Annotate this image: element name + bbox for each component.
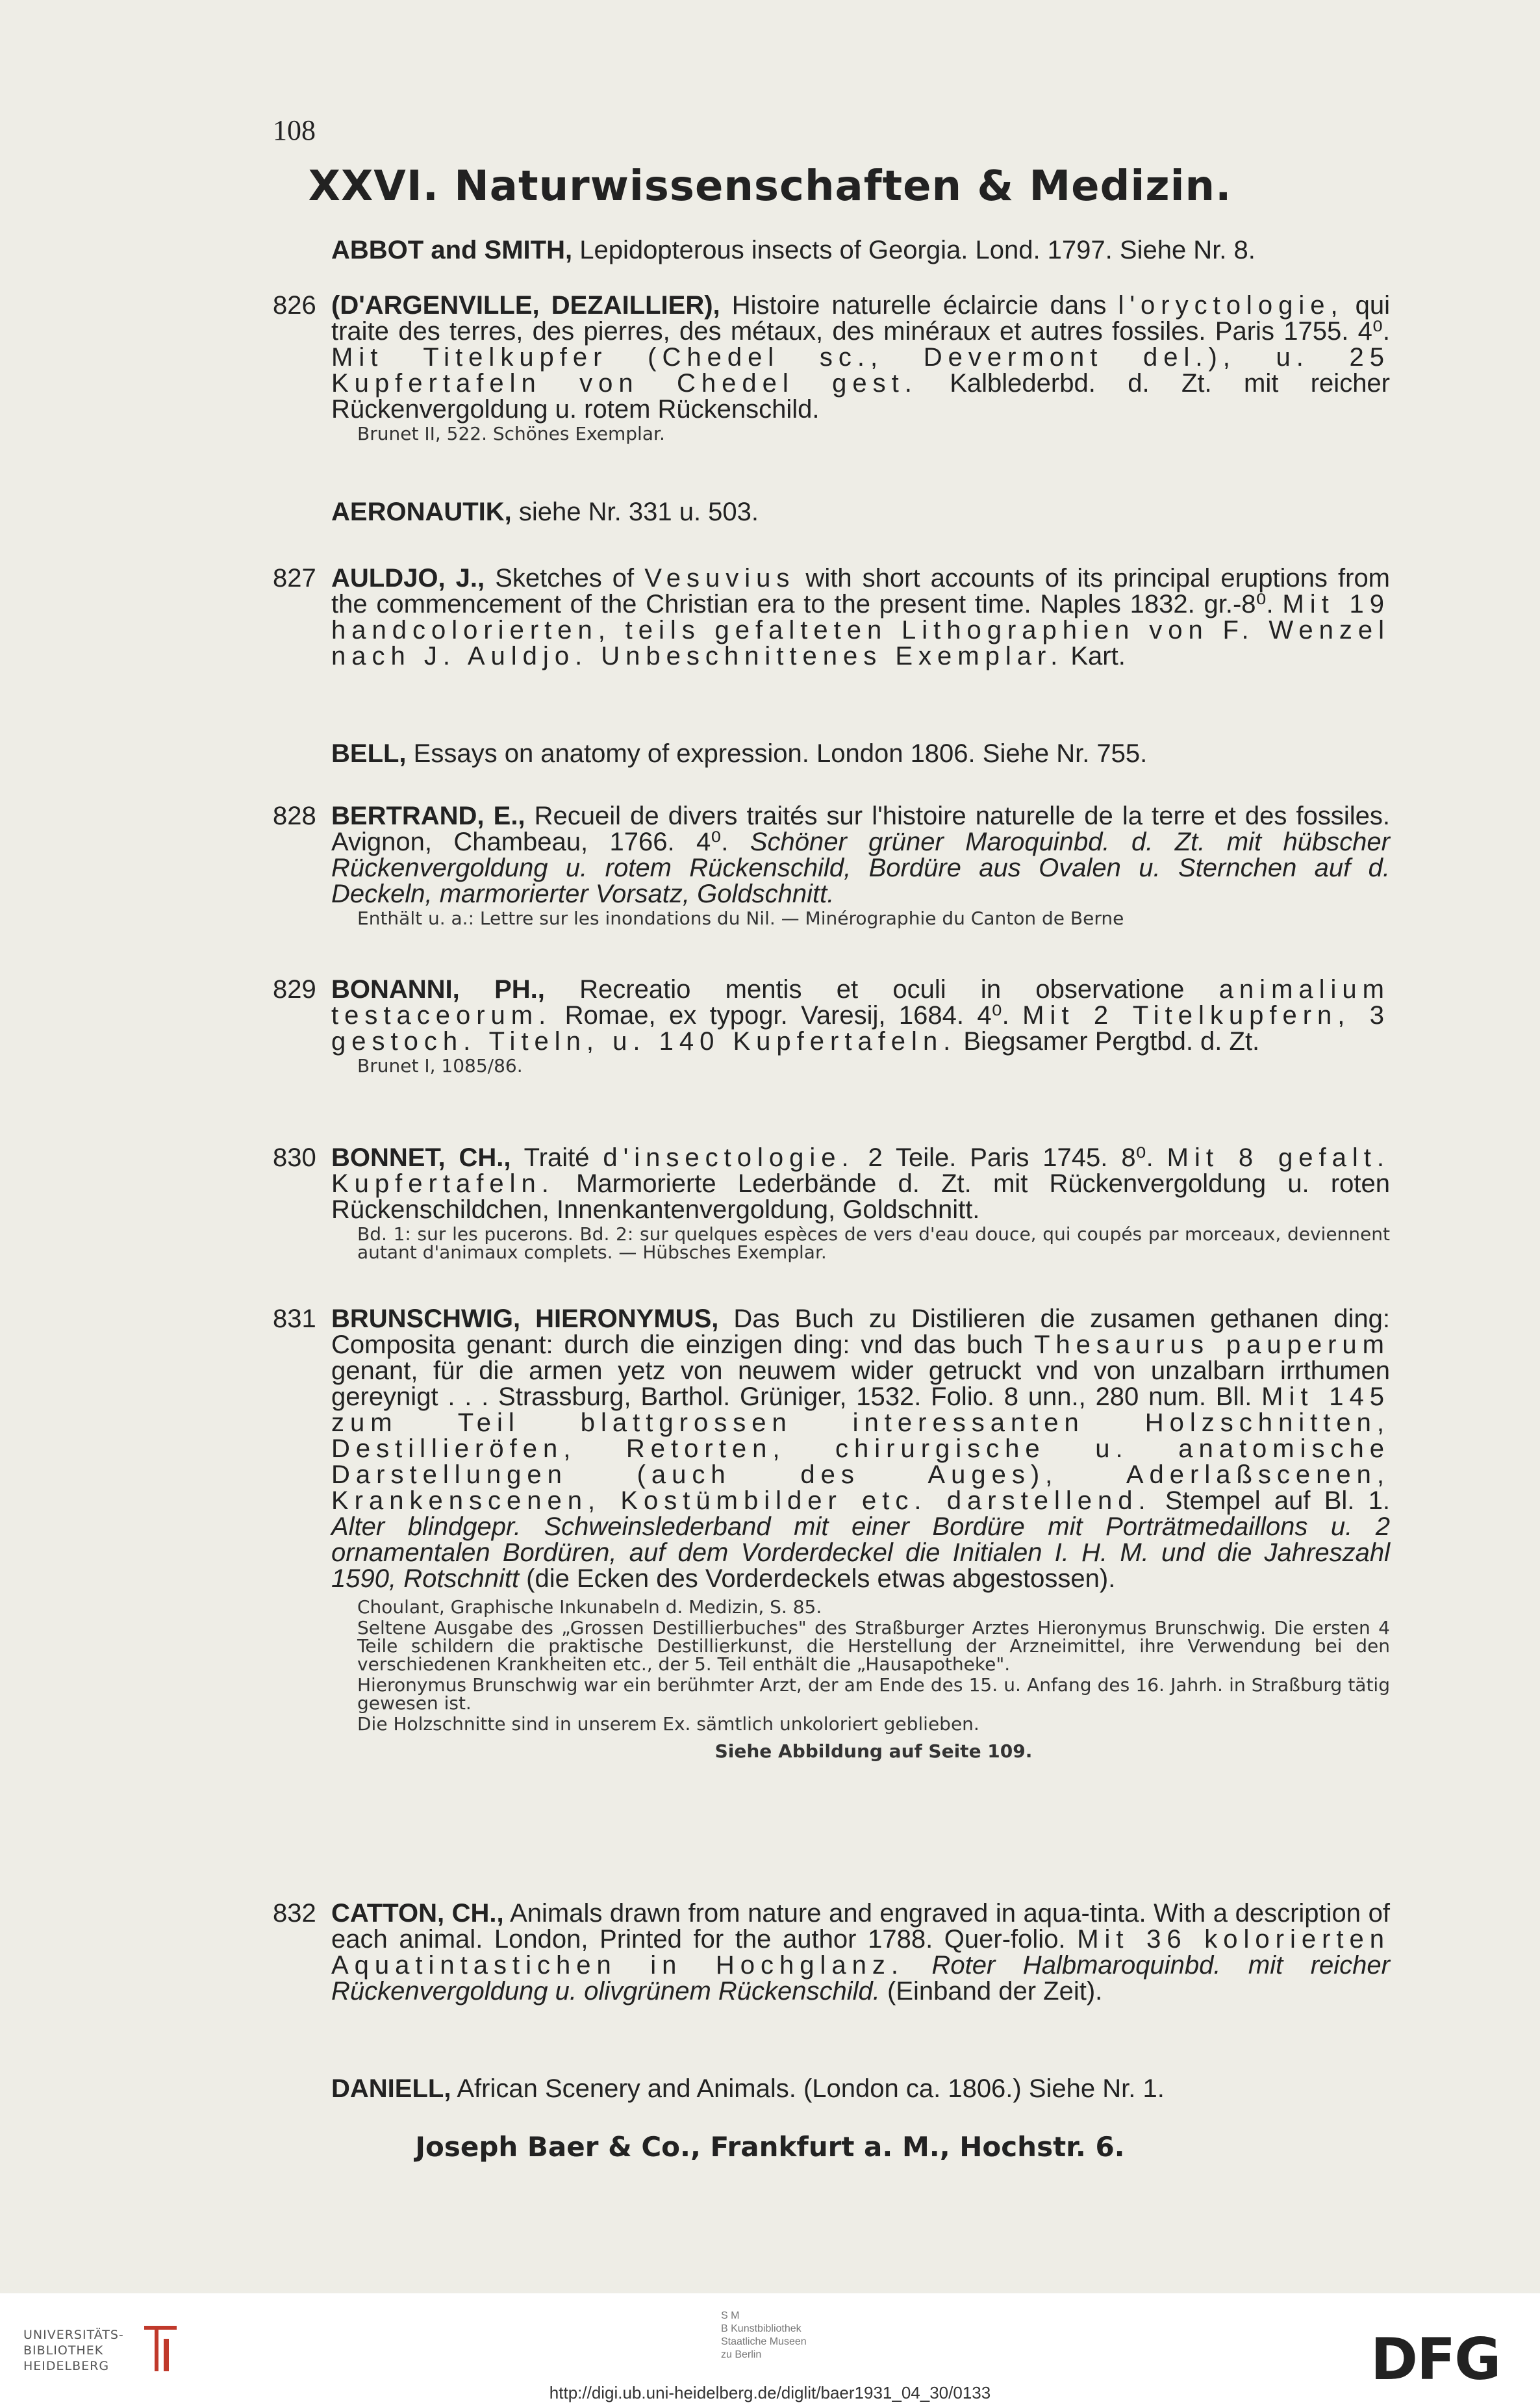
entry-text: genant, für die armen yetz von neuwem wider getruckt vnd von unzalbarn irrthumen gereynigt . . . Strassburg, Barthol. Grüniger, 1532. Folio. 8 unn., 280 num. Bll. xyxy=(331,1356,1390,1411)
entry-number: 827 xyxy=(273,564,316,592)
ref-aeronautik-name: AERONAUTIK, xyxy=(331,498,512,526)
ub-line: HEIDELBERG xyxy=(23,2359,110,2373)
entry-text: Das Buch zu Distilieren die zusamen gethanen ding: Composita genant: durch die einzigen ding: vnd das buch xyxy=(331,1305,1391,1359)
entry-author: AULDJO, J., xyxy=(331,564,485,592)
dfg-logo: DFG xyxy=(1370,2326,1500,2393)
entry-body xyxy=(331,1900,1390,2004)
entry-830 xyxy=(273,1145,1390,1262)
entry-text: Romae, ex typogr. Varesij, 1684. 4⁰. xyxy=(551,1001,1023,1030)
entry-spaced: Vesuvius xyxy=(644,564,796,592)
entry-author: BONANNI, PH., xyxy=(331,975,545,1004)
entry-spaced: l'oryctologie, xyxy=(1118,291,1344,320)
ref-aeronautik xyxy=(331,499,759,525)
entry-note: Die Holzschnitte sind in unserem Ex. sämtlich unkoloriert geblieben. xyxy=(357,1713,979,1735)
entry-italic: Roter Halbmaroquinbd. mit reicher Rückenvergoldung u. olivgrünem Rückenschild. xyxy=(331,1951,1390,2006)
entry-note: Bd. 1: sur les pucerons. Bd. 2: sur quelques espèces de vers d'eau douce, qui coupés par morceaux, deviennent autant d'animaux complets. — Hübsches Exemplar. xyxy=(357,1223,1390,1263)
smb-line: S M xyxy=(721,2310,740,2321)
ub-heidelberg-logo-text xyxy=(23,2327,124,2374)
entry-spaced: Mit 19 handcolorierten, teils gefalteten Lithographien von F. Wenzel nach J. Auldjo. Unbeschnittenes Exemplar. xyxy=(331,590,1390,670)
entry-note: Choulant, Graphische Inkunabeln d. Medizin, S. 85. xyxy=(357,1596,822,1618)
entry-spaced: Mit Titelkupfer (Chedel sc., Devermont del.), u. 25 Kupfertafeln von Chedel gest. xyxy=(331,343,1390,398)
entry-body xyxy=(331,292,1390,422)
section-heading: XXVI. Naturwissenschaften & Medizin. xyxy=(308,162,1232,210)
entry-text: Marmorierte Lederbände d. Zt. mit Rückenvergoldung u. roten Rückenschildchen, Innenkantenvergoldung, Goldschnitt. xyxy=(331,1169,1390,1224)
entry-text: Sketches of xyxy=(485,564,645,592)
ref-bell-text: Essays on anatomy of expression. London 1806. Siehe Nr. 755. xyxy=(406,739,1148,768)
entry-829 xyxy=(273,976,1390,1075)
entry-826 xyxy=(273,292,1390,443)
entry-note: Hieronymus Brunschwig war ein berühmter Arzt, der am Ende des 15. u. Anfang des 16. Jahrh. in Straßburg tätig gewesen ist. xyxy=(357,1674,1390,1714)
entry-number: 829 xyxy=(273,975,316,1004)
permalink-url[interactable]: http://digi.ub.uni-heidelberg.de/diglit/baer1931_04_30/0133 xyxy=(549,2383,991,2402)
smb-line: zu Berlin xyxy=(721,2349,762,2360)
entry-note: Seltene Ausgabe des „Grossen Destillierbuches" des Straßburger Arztes Hieronymus Brunschwig. Die ersten 4 Teile schildern die praktische Destillierkunst, die Herstellung der Arzneimittel, ihre Verwendung bei den verschiedenen Krankheiten etc., der 5. Teil enthält die „Hausapotheke". xyxy=(357,1617,1390,1675)
entry-text: Biegsamer Pergtbd. d. Zt. xyxy=(956,1027,1260,1056)
entry-note: Enthält u. a.: Lettre sur les inondations du Nil. — Minérographie du Canton de Berne xyxy=(357,908,1124,929)
entry-text xyxy=(904,1951,932,1980)
entry-number: 828 xyxy=(273,802,316,830)
page-number: 108 xyxy=(273,114,316,146)
figure-reference: Siehe Abbildung auf Seite 109. xyxy=(714,1740,1033,1762)
entry-body xyxy=(331,803,1390,907)
entry-spaced: d'insectologie. xyxy=(603,1143,855,1172)
ref-abbot-name: ABBOT and SMITH, xyxy=(331,236,573,264)
entry-text: Traité xyxy=(511,1143,603,1172)
entry-number: 832 xyxy=(273,1899,316,1928)
entry-body xyxy=(331,1306,1390,1592)
entry-text: (die Ecken des Vorderdeckels etwas abgestossen). xyxy=(519,1564,1116,1593)
entry-text: Kalblederbd. d. Zt. mit reicher Rückenvergoldung u. rotem Rückenschild. xyxy=(331,369,1391,424)
entry-text: 2 Teile. Paris 1745. 8⁰. xyxy=(854,1143,1167,1172)
entry-body xyxy=(331,976,1390,1054)
entry-text: Animals drawn from nature and engraved in aqua-tinta. With a description of each animal. London, Printed for the author 1788. Quer-folio. xyxy=(331,1899,1390,1954)
entry-text: Kart. xyxy=(1063,642,1126,670)
entry-831 xyxy=(273,1306,1390,1761)
entry-author: (D'ARGENVILLE, DEZAILLIER), xyxy=(331,291,720,320)
entry-spaced: Mit 8 gefalt. Kupfertafeln. xyxy=(331,1143,1390,1198)
ref-daniell-name: DANIELL, xyxy=(331,2074,451,2103)
entry-text: Recreatio mentis et oculi in observatione xyxy=(544,975,1219,1004)
entry-number: 826 xyxy=(273,291,316,320)
entry-author: BONNET, CH., xyxy=(331,1143,511,1172)
entry-italic: Alter blindgepr. Schweinslederband mit einer Bordüre mit Porträtmedaillons u. 2 ornamentalen Bordüren, auf dem Vorderdeckel die Initialen I. H. M. und die Jahreszahl 1590, Rotschnitt xyxy=(331,1512,1390,1593)
entry-832 xyxy=(273,1900,1390,2004)
ref-bell-name: BELL, xyxy=(331,739,407,768)
entry-author: BRUNSCHWIG, HIERONYMUS, xyxy=(331,1305,719,1333)
smb-kunstbibliothek xyxy=(721,2310,807,2362)
ref-daniell-text: African Scenery and Animals. (London ca. 1806.) Siehe Nr. 1. xyxy=(451,2074,1165,2103)
entry-number: 831 xyxy=(273,1305,316,1333)
entry-text: qui traite des terres, des pierres, des métaux, des minéraux et autres fossiles. Paris 1755. 4⁰. xyxy=(331,291,1391,346)
entry-spaced: Mit 36 kolorierten Aquatintastichen in Hochglanz. xyxy=(331,1925,1391,1980)
smb-line: Staatliche Museen xyxy=(721,2336,807,2347)
entry-827 xyxy=(273,565,1390,669)
ref-daniell xyxy=(331,2076,1165,2102)
entry-828 xyxy=(273,803,1390,928)
publisher-banner: Joseph Baer & Co., Frankfurt a. M., Hochstr. 6. xyxy=(415,2131,1125,2163)
ref-aeronautik-text: siehe Nr. 331 u. 503. xyxy=(511,498,759,526)
entry-text: Recueil de divers traités sur l'histoire naturelle de la terre et des fossiles. Avignon, Chambeau, 1766. 4⁰. xyxy=(331,802,1390,856)
entry-note: Brunet I, 1085/86. xyxy=(357,1055,523,1076)
entry-spaced: Mit 145 zum Teil blattgrossen interessanten Holzschnitten, Destillieröfen, Retorten, chirurgische u. anatomische Darstellungen (auch des Auges), Aderlaßscenen, Krankenscenen, Kostümbilder etc. darstellend. xyxy=(331,1382,1390,1515)
entry-body xyxy=(331,1145,1390,1223)
entry-spaced: Mit 2 Titelkupfern, 3 gestoch. Titeln, u. 140 Kupfertafeln. xyxy=(331,1001,1390,1056)
ref-abbot-text: Lepidopterous insects of Georgia. Lond. 1797. Siehe Nr. 8. xyxy=(572,236,1256,264)
entry-text: (Einband der Zeit). xyxy=(879,1977,1103,2006)
ub-line: BIBLIOTHEK xyxy=(23,2343,104,2358)
ref-abbot xyxy=(331,237,1256,263)
entry-text: with short accounts of its principal eruptions from the commencement of the Christian era to the present time. Naples 1832. gr.-8⁰. xyxy=(331,564,1391,618)
entry-text: Stempel auf Bl. 1. xyxy=(1151,1486,1390,1515)
entry-spaced: animalium testaceorum. xyxy=(331,975,1390,1030)
entry-spaced: Thesaurus pauperum xyxy=(1033,1331,1390,1359)
ub-line: UNIVERSITÄTS- xyxy=(23,2328,124,2342)
smb-line: B Kunstbibliothek xyxy=(721,2323,802,2334)
entry-body xyxy=(331,565,1390,669)
entry-note: Brunet II, 522. Schönes Exemplar. xyxy=(357,423,665,444)
entry-author: CATTON, CH., xyxy=(331,1899,504,1928)
ub-heidelberg-logo-icon xyxy=(138,2319,183,2378)
ref-bell xyxy=(331,741,1147,767)
entry-author: BERTRAND, E., xyxy=(331,802,525,830)
entry-italic: Schöner grüner Maroquinbd. d. Zt. mit hübscher Rückenvergoldung u. rotem Rückenschild, Bordüre aus Ovalen u. Sternchen auf d. Deckeln, marmorierter Vorsatz, Goldschnitt. xyxy=(331,828,1390,908)
entry-number: 830 xyxy=(273,1143,316,1172)
entry-text: Histoire naturelle éclaircie dans xyxy=(720,291,1118,320)
